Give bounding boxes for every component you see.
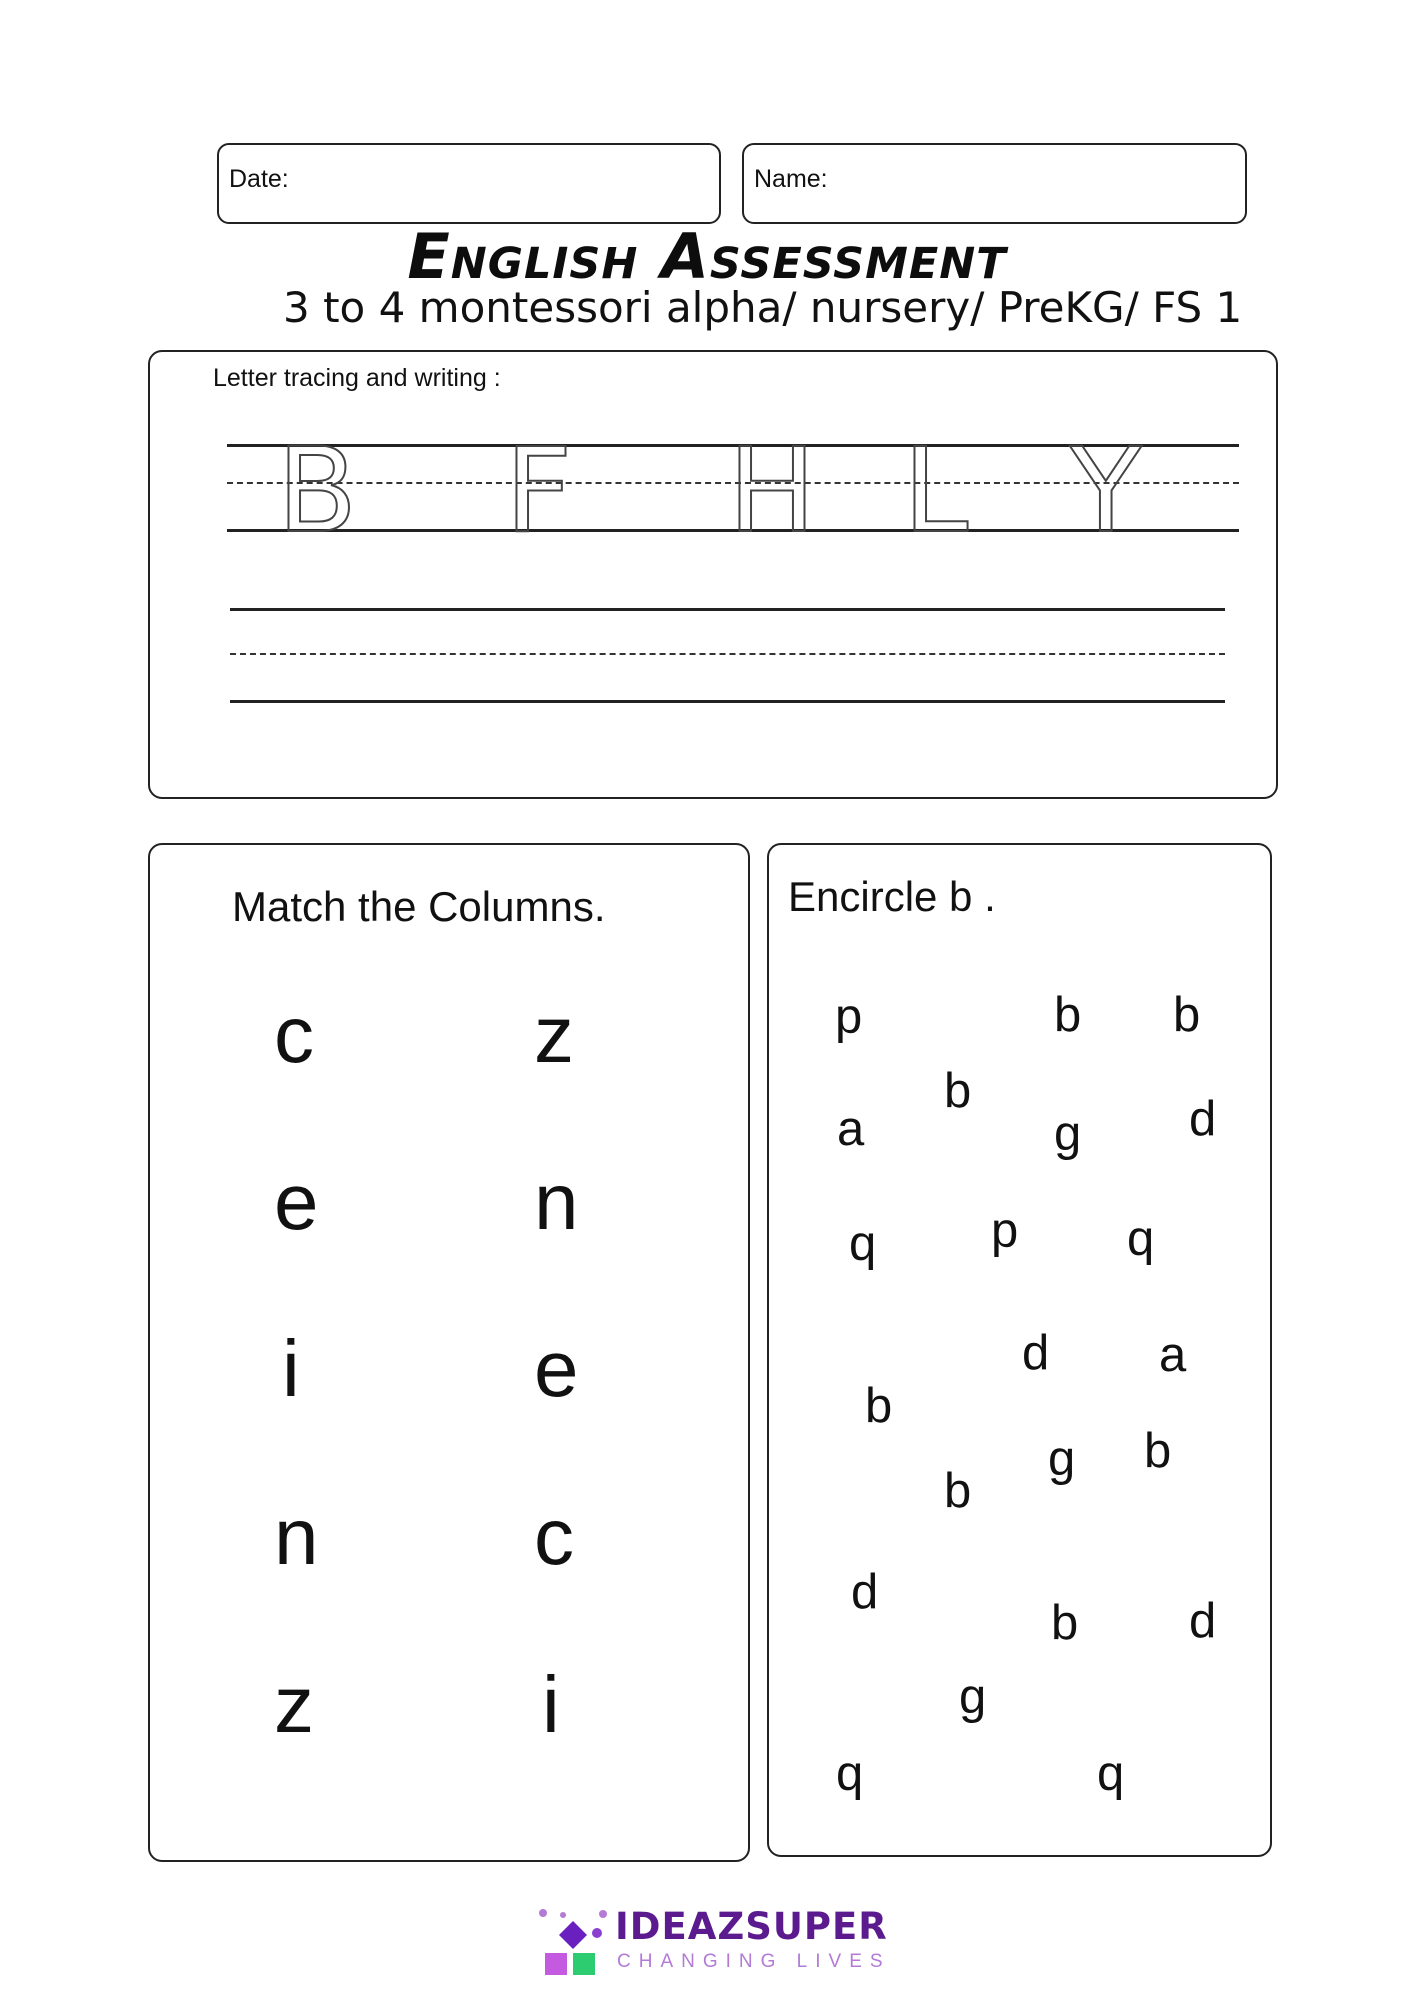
match-left-2[interactable]: e: [274, 1157, 319, 1246]
name-field[interactable]: [742, 143, 1247, 224]
match-right-5[interactable]: i: [542, 1660, 560, 1749]
match-left-5[interactable]: z: [274, 1660, 314, 1749]
tracing-title: Letter tracing and writing :: [213, 364, 501, 392]
logo-name: IDEAZSUPER: [615, 1905, 888, 1948]
date-label: Date:: [229, 165, 289, 193]
encircle-letter[interactable]: a: [837, 1102, 865, 1156]
encircle-letter[interactable]: p: [835, 990, 863, 1044]
encircle-letter[interactable]: b: [1144, 1424, 1172, 1478]
encircle-letter[interactable]: q: [836, 1747, 864, 1801]
encircle-letter[interactable]: b: [865, 1379, 893, 1433]
encircle-letter[interactable]: a: [1159, 1328, 1187, 1382]
write-base-line: [230, 700, 1225, 703]
write-mid-line: [230, 653, 1225, 655]
match-left-1[interactable]: c: [274, 990, 314, 1079]
encircle-letter[interactable]: d: [851, 1565, 879, 1619]
match-right-4[interactable]: c: [534, 1492, 574, 1581]
encircle-letter[interactable]: q: [1097, 1747, 1125, 1801]
encircle-panel: [767, 843, 1272, 1857]
encircle-title: Encircle b .: [788, 873, 996, 920]
match-right-2[interactable]: n: [534, 1157, 579, 1246]
encircle-letter[interactable]: g: [959, 1670, 987, 1724]
encircle-letter[interactable]: b: [1173, 988, 1201, 1042]
tracing-panel: [148, 350, 1278, 799]
logo-mark-icon: [535, 1905, 611, 1980]
trace-letter-y: Y: [1070, 422, 1142, 559]
logo-tagline: CHANGING LIVES: [617, 1951, 891, 1972]
match-panel: [148, 843, 750, 1862]
encircle-letter[interactable]: b: [1051, 1596, 1079, 1650]
encircle-letter[interactable]: q: [1127, 1212, 1155, 1266]
match-right-1[interactable]: z: [534, 990, 574, 1079]
trace-letter-l: L: [903, 422, 969, 559]
encircle-letter[interactable]: d: [1189, 1092, 1217, 1146]
encircle-letter[interactable]: b: [944, 1464, 972, 1518]
encircle-letter[interactable]: d: [1022, 1326, 1050, 1380]
match-title: Match the Columns.: [232, 883, 606, 930]
match-left-3[interactable]: i: [282, 1324, 300, 1413]
encircle-letter[interactable]: g: [1048, 1432, 1076, 1486]
brand-logo: [535, 1905, 895, 1980]
name-label: Name:: [754, 165, 828, 193]
trace-letter-b: B: [277, 422, 358, 559]
page-subtitle: 3 to 4 montessori alpha/ nursery/ PreKG/ FS 1: [283, 283, 1243, 332]
match-right-3[interactable]: e: [534, 1324, 579, 1413]
page-title: English Assessment: [407, 220, 1007, 293]
trace-letter-h: H: [728, 422, 816, 559]
encircle-letter[interactable]: b: [1054, 988, 1082, 1042]
encircle-letter[interactable]: b: [944, 1064, 972, 1118]
encircle-letter[interactable]: d: [1189, 1594, 1217, 1648]
encircle-letter[interactable]: p: [991, 1204, 1019, 1258]
encircle-letter[interactable]: q: [849, 1217, 877, 1271]
trace-letter-f: F: [505, 422, 573, 559]
date-field[interactable]: [217, 143, 721, 224]
match-left-4[interactable]: n: [274, 1492, 319, 1581]
encircle-letter[interactable]: g: [1054, 1107, 1082, 1161]
write-top-line: [230, 608, 1225, 611]
